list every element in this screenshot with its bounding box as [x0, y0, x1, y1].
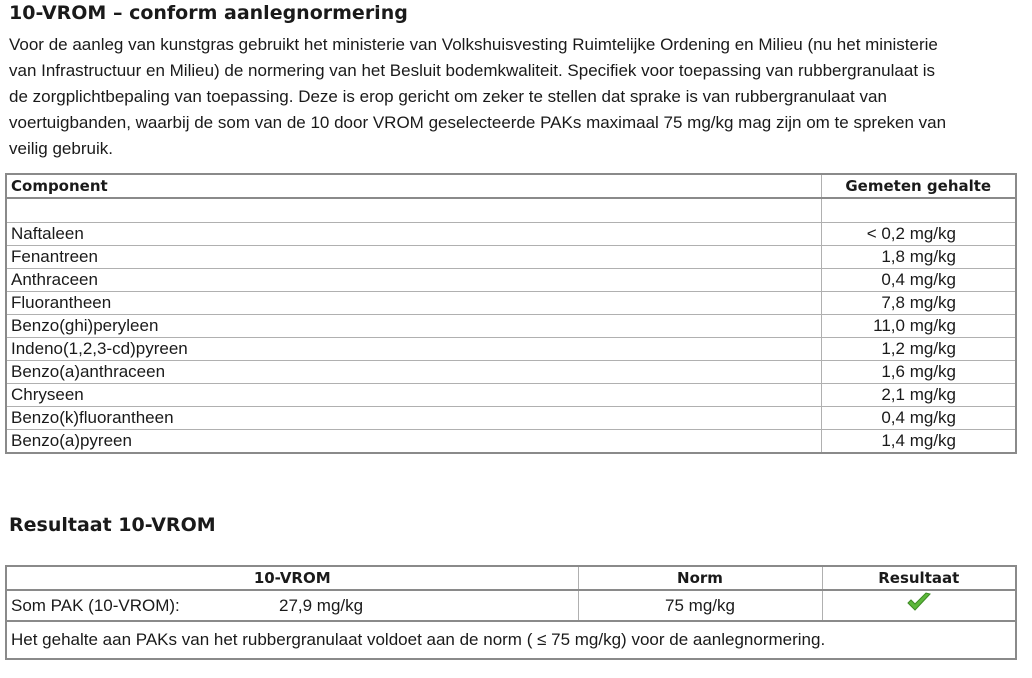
sum-cell	[6, 590, 578, 621]
column-header-result: Resultaat	[822, 566, 1016, 590]
component-name: Fenantreen	[6, 246, 821, 269]
conclusion-text: Het gehalte aan PAKs van het rubbergranulaat voldoet aan de norm ( ≤ 75 mg/kg) voor de aanlegnormering.	[6, 621, 1016, 659]
norm-value: 75 mg/kg	[578, 590, 822, 621]
component-value: 11,0 mg/kg	[821, 315, 1016, 338]
table-row	[6, 269, 1016, 292]
intro-line: Voor de aanleg van kunstgras gebruikt het ministerie van Volkshuisvesting Ruimtelijke Ordening en Milieu (nu het ministerie	[9, 35, 938, 54]
component-name: Benzo(ghi)peryleen	[6, 315, 821, 338]
intro-line: voertuigbanden, waarbij de som van de 10 door VROM geselecteerde PAKs maximaal 75 mg/kg mag zijn om te spreken van	[9, 113, 947, 132]
component-value: 1,6 mg/kg	[821, 361, 1016, 384]
result-cell	[822, 590, 1016, 621]
sum-label: Som PAK (10-VROM):	[11, 595, 180, 615]
table-row-empty	[6, 198, 1016, 223]
component-name: Benzo(a)anthraceen	[6, 361, 821, 384]
column-header-norm: Norm	[578, 566, 822, 590]
component-name: Naftaleen	[6, 223, 821, 246]
column-header-component: Component	[6, 174, 821, 198]
table-row	[6, 407, 1016, 430]
component-name: Anthraceen	[6, 269, 821, 292]
table-row	[6, 292, 1016, 315]
component-name: Chryseen	[6, 384, 821, 407]
column-header-vrom: 10-VROM	[6, 566, 578, 590]
intro-paragraph	[9, 32, 1021, 162]
result-header-row	[6, 566, 1016, 590]
sum-value: 27,9 mg/kg	[279, 595, 364, 615]
result-row	[6, 590, 1016, 621]
components-table	[5, 173, 1017, 454]
component-value: 1,8 mg/kg	[821, 246, 1016, 269]
component-value: 1,4 mg/kg	[821, 430, 1016, 454]
component-value: 2,1 mg/kg	[821, 384, 1016, 407]
table-row	[6, 223, 1016, 246]
intro-line: veilig gebruik.	[9, 139, 113, 158]
result-section-title: Resultaat 10-VROM	[9, 514, 216, 536]
table-row	[6, 315, 1016, 338]
component-value: 1,2 mg/kg	[821, 338, 1016, 361]
table-row	[6, 338, 1016, 361]
component-value: 0,4 mg/kg	[821, 269, 1016, 292]
component-name: Indeno(1,2,3-cd)pyreen	[6, 338, 821, 361]
component-name: Benzo(k)fluorantheen	[6, 407, 821, 430]
column-header-value: Gemeten gehalte	[821, 174, 1016, 198]
component-name: Fluorantheen	[6, 292, 821, 315]
component-value: 7,8 mg/kg	[821, 292, 1016, 315]
result-table	[5, 565, 1017, 660]
intro-line: de zorgplichtbepaling van toepassing. Deze is erop gericht om zeker te stellen dat sprake is van rubbergranulaat van	[9, 87, 887, 106]
table-row	[6, 430, 1016, 454]
conclusion-row	[6, 621, 1016, 659]
component-value: < 0,2 mg/kg	[821, 223, 1016, 246]
page-title: 10-VROM – conform aanlegnormering	[9, 2, 408, 24]
component-value: 0,4 mg/kg	[821, 407, 1016, 430]
checkmark-icon	[906, 591, 932, 620]
table-header-row	[6, 174, 1016, 198]
table-row	[6, 361, 1016, 384]
component-name: Benzo(a)pyreen	[6, 430, 821, 454]
intro-line: van Infrastructuur en Milieu) de normering van het Besluit bodemkwaliteit. Specifiek voor toepassing van rubbergranulaat is	[9, 61, 936, 80]
table-row	[6, 246, 1016, 269]
table-row	[6, 384, 1016, 407]
